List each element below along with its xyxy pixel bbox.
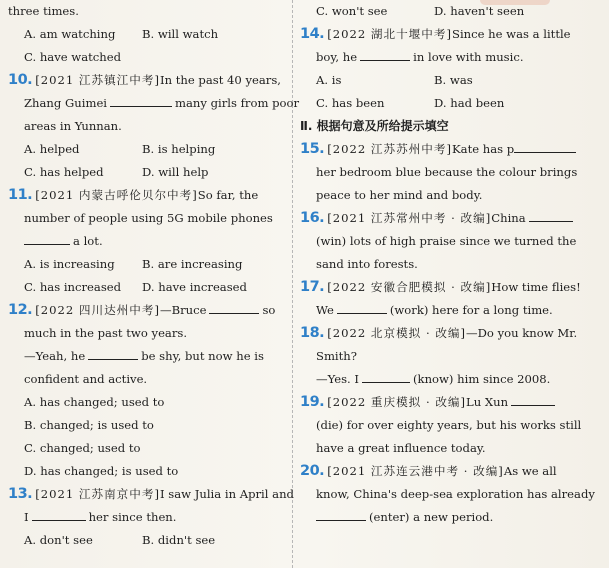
option-b[interactable]: B. was — [434, 73, 473, 87]
question-text: have a great influence today. — [316, 441, 486, 455]
question-text: boy, he — [316, 50, 358, 64]
question-text: number of people using 5G mobile phones — [24, 211, 273, 225]
option-a[interactable]: A. has changed; used to — [24, 395, 165, 409]
option-b[interactable]: B. changed; is used to — [24, 418, 154, 432]
question-text: her since then. — [88, 510, 177, 524]
question-text: How time flies! — [491, 280, 581, 294]
question-number: 20. — [300, 463, 325, 479]
question-source: [2022 湖北十堰中考] — [327, 27, 452, 41]
option-d[interactable]: D. haven't seen — [434, 4, 525, 18]
option-b[interactable]: B. is helping — [142, 142, 216, 156]
option-d[interactable]: D. has changed; is used to — [24, 464, 179, 478]
question-19 — [300, 391, 584, 460]
option-a[interactable]: A. is increasing — [24, 257, 115, 271]
question-text: As we all — [503, 464, 557, 478]
carry-options-row-2 — [8, 46, 286, 69]
carry-options-row-1 — [8, 23, 286, 46]
column-divider — [292, 0, 293, 568]
question-number: 16. — [300, 210, 325, 226]
question-number: 19. — [300, 394, 325, 410]
option: B. will watch — [142, 27, 219, 41]
answer-blank[interactable] — [360, 48, 410, 61]
right-column — [300, 0, 595, 529]
question-text: be shy, but now he is — [141, 349, 264, 363]
carry-over-line: three times. — [8, 4, 79, 18]
question-text: (enter) a new period. — [369, 510, 494, 524]
question-text: —Bruce — [160, 303, 207, 317]
question-text: So far, the — [197, 188, 259, 202]
question-source: [2022 重庆模拟 · 改编] — [327, 395, 467, 409]
answer-blank[interactable] — [110, 94, 172, 107]
carry-options-row — [300, 0, 584, 23]
question-source: [2021 江苏镇江中考] — [35, 73, 160, 87]
option-c[interactable]: C. changed; used to — [24, 441, 141, 455]
question-14 — [300, 23, 584, 115]
answer-blank[interactable] — [32, 508, 86, 521]
question-text: —Yeah, he — [24, 349, 86, 363]
answer-blank[interactable] — [316, 508, 366, 521]
question-text: Zhang Guimei — [24, 96, 108, 110]
question-text: Lu Xun — [466, 395, 509, 409]
question-text: many girls from poor — [175, 96, 300, 110]
question-text: —Yes. I — [316, 372, 360, 386]
option-a[interactable]: A. is — [316, 73, 342, 87]
question-text: sand into forests. — [316, 257, 418, 271]
question-12 — [8, 299, 286, 483]
question-text: China — [491, 211, 526, 225]
question-number: 12. — [8, 302, 33, 318]
answer-blank[interactable] — [24, 232, 70, 245]
question-number: 13. — [8, 486, 33, 502]
question-text: —Do you know Mr. — [466, 326, 578, 340]
section-title: Ⅱ. 根据句意及所给提示填空 — [300, 119, 449, 133]
option-d[interactable]: D. had been — [434, 96, 505, 110]
question-text: her bedroom blue because the colour brings — [316, 165, 578, 179]
question-text: Smith? — [316, 349, 357, 363]
question-source: [2021 内蒙古呼伦贝尔中考] — [35, 188, 198, 202]
answer-blank[interactable] — [514, 140, 576, 153]
question-number: 10. — [8, 72, 33, 88]
question-text: I saw Julia in April and — [160, 487, 294, 501]
option-c[interactable]: C. has been — [316, 96, 385, 110]
question-text: areas in Yunnan. — [24, 119, 122, 133]
option-a[interactable]: A. helped — [24, 142, 80, 156]
question-number: 14. — [300, 26, 325, 42]
answer-blank[interactable] — [511, 393, 555, 406]
question-source: [2022 北京模拟 · 改编] — [327, 326, 467, 340]
question-text: in love with music. — [413, 50, 524, 64]
question-text: Kate has p — [452, 142, 515, 156]
question-text: a lot. — [73, 234, 103, 248]
question-source: [2021 江苏常州中考 · 改编] — [327, 211, 492, 225]
question-15 — [300, 138, 584, 207]
answer-blank[interactable] — [209, 301, 259, 314]
question-source: [2021 江苏连云港中考 · 改编] — [327, 464, 504, 478]
question-number: 15. — [300, 141, 325, 157]
question-text: (know) him since 2008. — [413, 372, 551, 386]
option-c[interactable]: C. won't see — [316, 4, 388, 18]
question-13 — [8, 483, 294, 552]
left-column — [8, 0, 300, 552]
question-text: We — [316, 303, 334, 317]
question-text: so — [262, 303, 276, 317]
question-10 — [8, 69, 300, 184]
question-number: 18. — [300, 325, 325, 341]
question-18 — [300, 322, 584, 391]
question-11 — [8, 184, 286, 299]
question-source: [2022 四川达州中考] — [35, 303, 160, 317]
question-number: 11. — [8, 187, 33, 203]
question-source: [2022 江苏苏州中考] — [327, 142, 452, 156]
answer-blank[interactable] — [529, 209, 573, 222]
question-text: know, China's deep-sea exploration has already — [316, 487, 595, 501]
answer-blank[interactable] — [88, 347, 138, 360]
question-text: (work) here for a long time. — [389, 303, 553, 317]
question-text: In the past 40 years, — [160, 73, 281, 87]
question-text: confident and active. — [24, 372, 148, 386]
option-c[interactable]: C. has increased — [24, 280, 122, 294]
option-b[interactable]: B. are increasing — [142, 257, 243, 271]
option-b[interactable]: B. didn't see — [142, 533, 216, 547]
question-text: peace to her mind and body. — [316, 188, 483, 202]
question-text: much in the past two years. — [24, 326, 188, 340]
option-d[interactable]: D. have increased — [142, 280, 247, 294]
question-source: [2022 安徽合肥模拟 · 改编] — [327, 280, 492, 294]
question-source: [2021 江苏南京中考] — [35, 487, 160, 501]
question-16 — [300, 207, 584, 276]
option: C. have watched — [24, 50, 122, 64]
question-number: 17. — [300, 279, 325, 295]
question-17 — [300, 276, 584, 322]
question-text: (win) lots of high praise since we turned the — [316, 234, 577, 248]
question-text: (die) for over eighty years, but his works still — [316, 418, 582, 432]
option: A. am watching — [24, 27, 116, 41]
question-20 — [300, 460, 595, 529]
answer-blank[interactable] — [362, 370, 410, 383]
question-text: Since he was a little — [452, 27, 571, 41]
option-d[interactable]: D. will help — [142, 165, 209, 179]
question-text: I — [24, 510, 29, 524]
option-c[interactable]: C. has helped — [24, 165, 104, 179]
answer-blank[interactable] — [337, 301, 387, 314]
option-a[interactable]: A. don't see — [24, 533, 93, 547]
